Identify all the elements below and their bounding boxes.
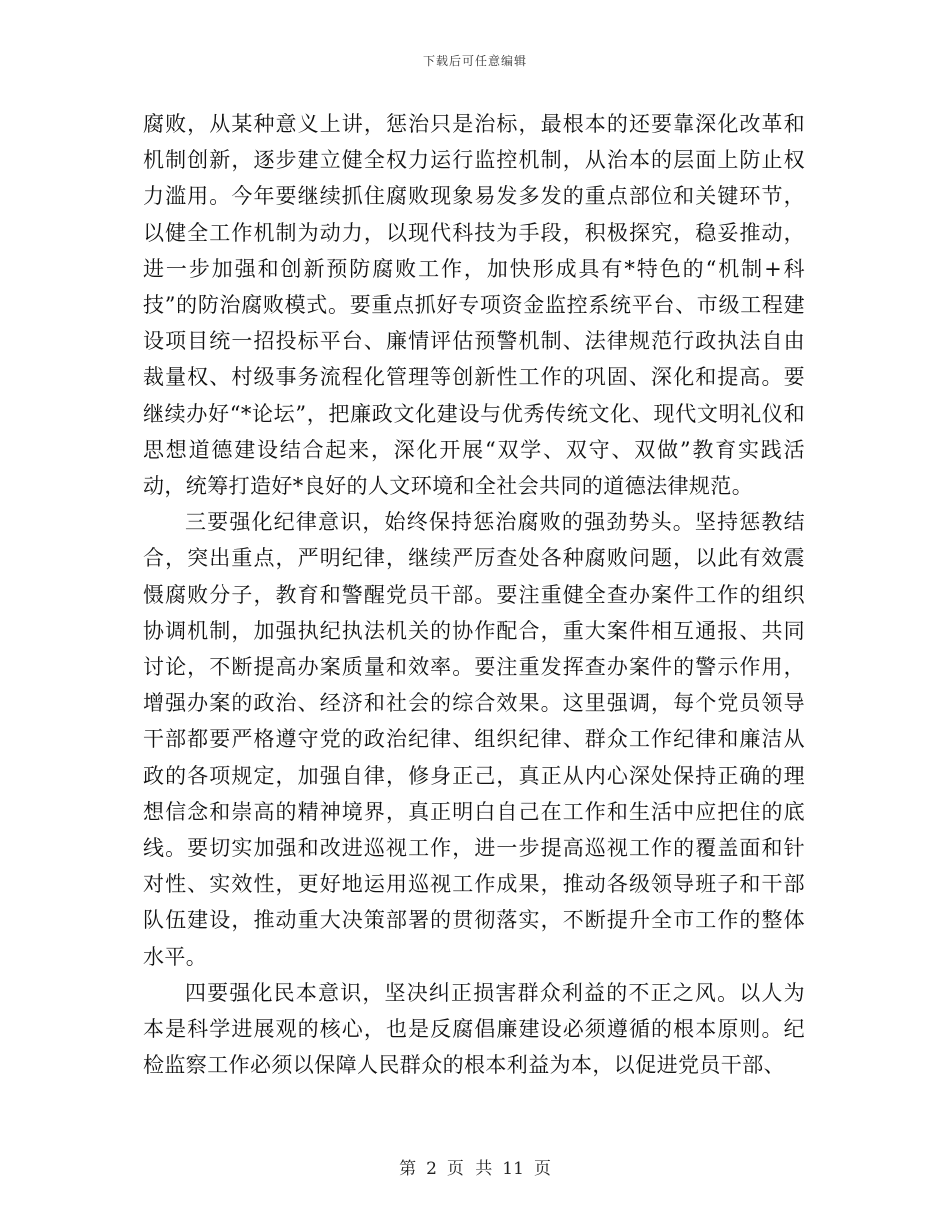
document-body: [143, 106, 805, 1083]
footer-suffix: 页: [533, 1159, 551, 1179]
footer-prefix: 第: [399, 1159, 417, 1179]
footer-total-pages: 11: [502, 1159, 524, 1179]
footer-middle: 页 共: [446, 1159, 493, 1179]
page-header-note: 下载后可任意编辑: [422, 54, 527, 68]
paragraph-continuation: 腐败，从某种意义上讲，惩治只是治标，最根本的还要靠深化改革和机制创新，逐步建立健全权力运行监控机制，从治本的层面上防止权力滥用。今年要继续抓住腐败现象易发多发的重点部位和关键环节，以健全工作机制为动力，以现代科技为手段，积极探究，稳妥推动，进一步加强和创新预防腐败工作，加快形成具有*特色的“机制+科技”的防治腐败模式。要重点抓好专项资金监控系统平台、市级工程建设项目统一招投标平台、廉情评估预警机制、法律规范行政执法自由裁量权、村级事务流程化管理等创新性工作的巩固、深化和提高。要继续办好“*论坛”，把廉政文化建设与优秀传统文化、现代文明礼仪和思想道德建设结合起来，深化开展“双学、双守、双做”教育实践活动，统筹打造好*良好的人文环境和全社会共同的道德法律规范。: [143, 112, 805, 499]
footer-page-number: 2: [426, 1159, 437, 1179]
paragraph-discipline: 三要强化纪律意识，始终保持惩治腐败的强劲势头。坚持惩教结合，突出重点，严明纪律，继续严厉查处各种腐败问题，以此有效震慑腐败分子，教育和警醒党员干部。要注重健全查办案件工作的组织协调机制，加强执纪执法机关的协作配合，重大案件相互通报、共同讨论，不断提高办案质量和效率。要注重发挥查办案件的警示作用，增强办案的政治、经济和社会的综合效果。这里强调，每个党员领导干部都要严格遵守党的政治纪律、组织纪律、群众工作纪律和廉洁从政的各项规定，加强自律，修身正己，真正从内心深处保持正确的理想信念和崇高的精神境界，真正明白自己在工作和生活中应把住的底线。要切实加强和改进巡视工作，进一步提高巡视工作的覆盖面和针对性、实效性，更好地运用巡视工作成果，推动各级领导班子和干部队伍建设，推动重大决策部署的贯彻落实，不断提升全市工作的整体水平。: [143, 510, 805, 969]
page-footer: [0, 1154, 950, 1179]
paragraph-people-oriented: 四要强化民本意识，坚决纠正损害群众利益的不正之风。以人为本是科学进展观的核心，也是反腐倡廉建设必须遵循的根本原则。纪检监察工作必须以保障人民群众的根本利益为本，以促进党员干部、: [143, 980, 805, 1078]
